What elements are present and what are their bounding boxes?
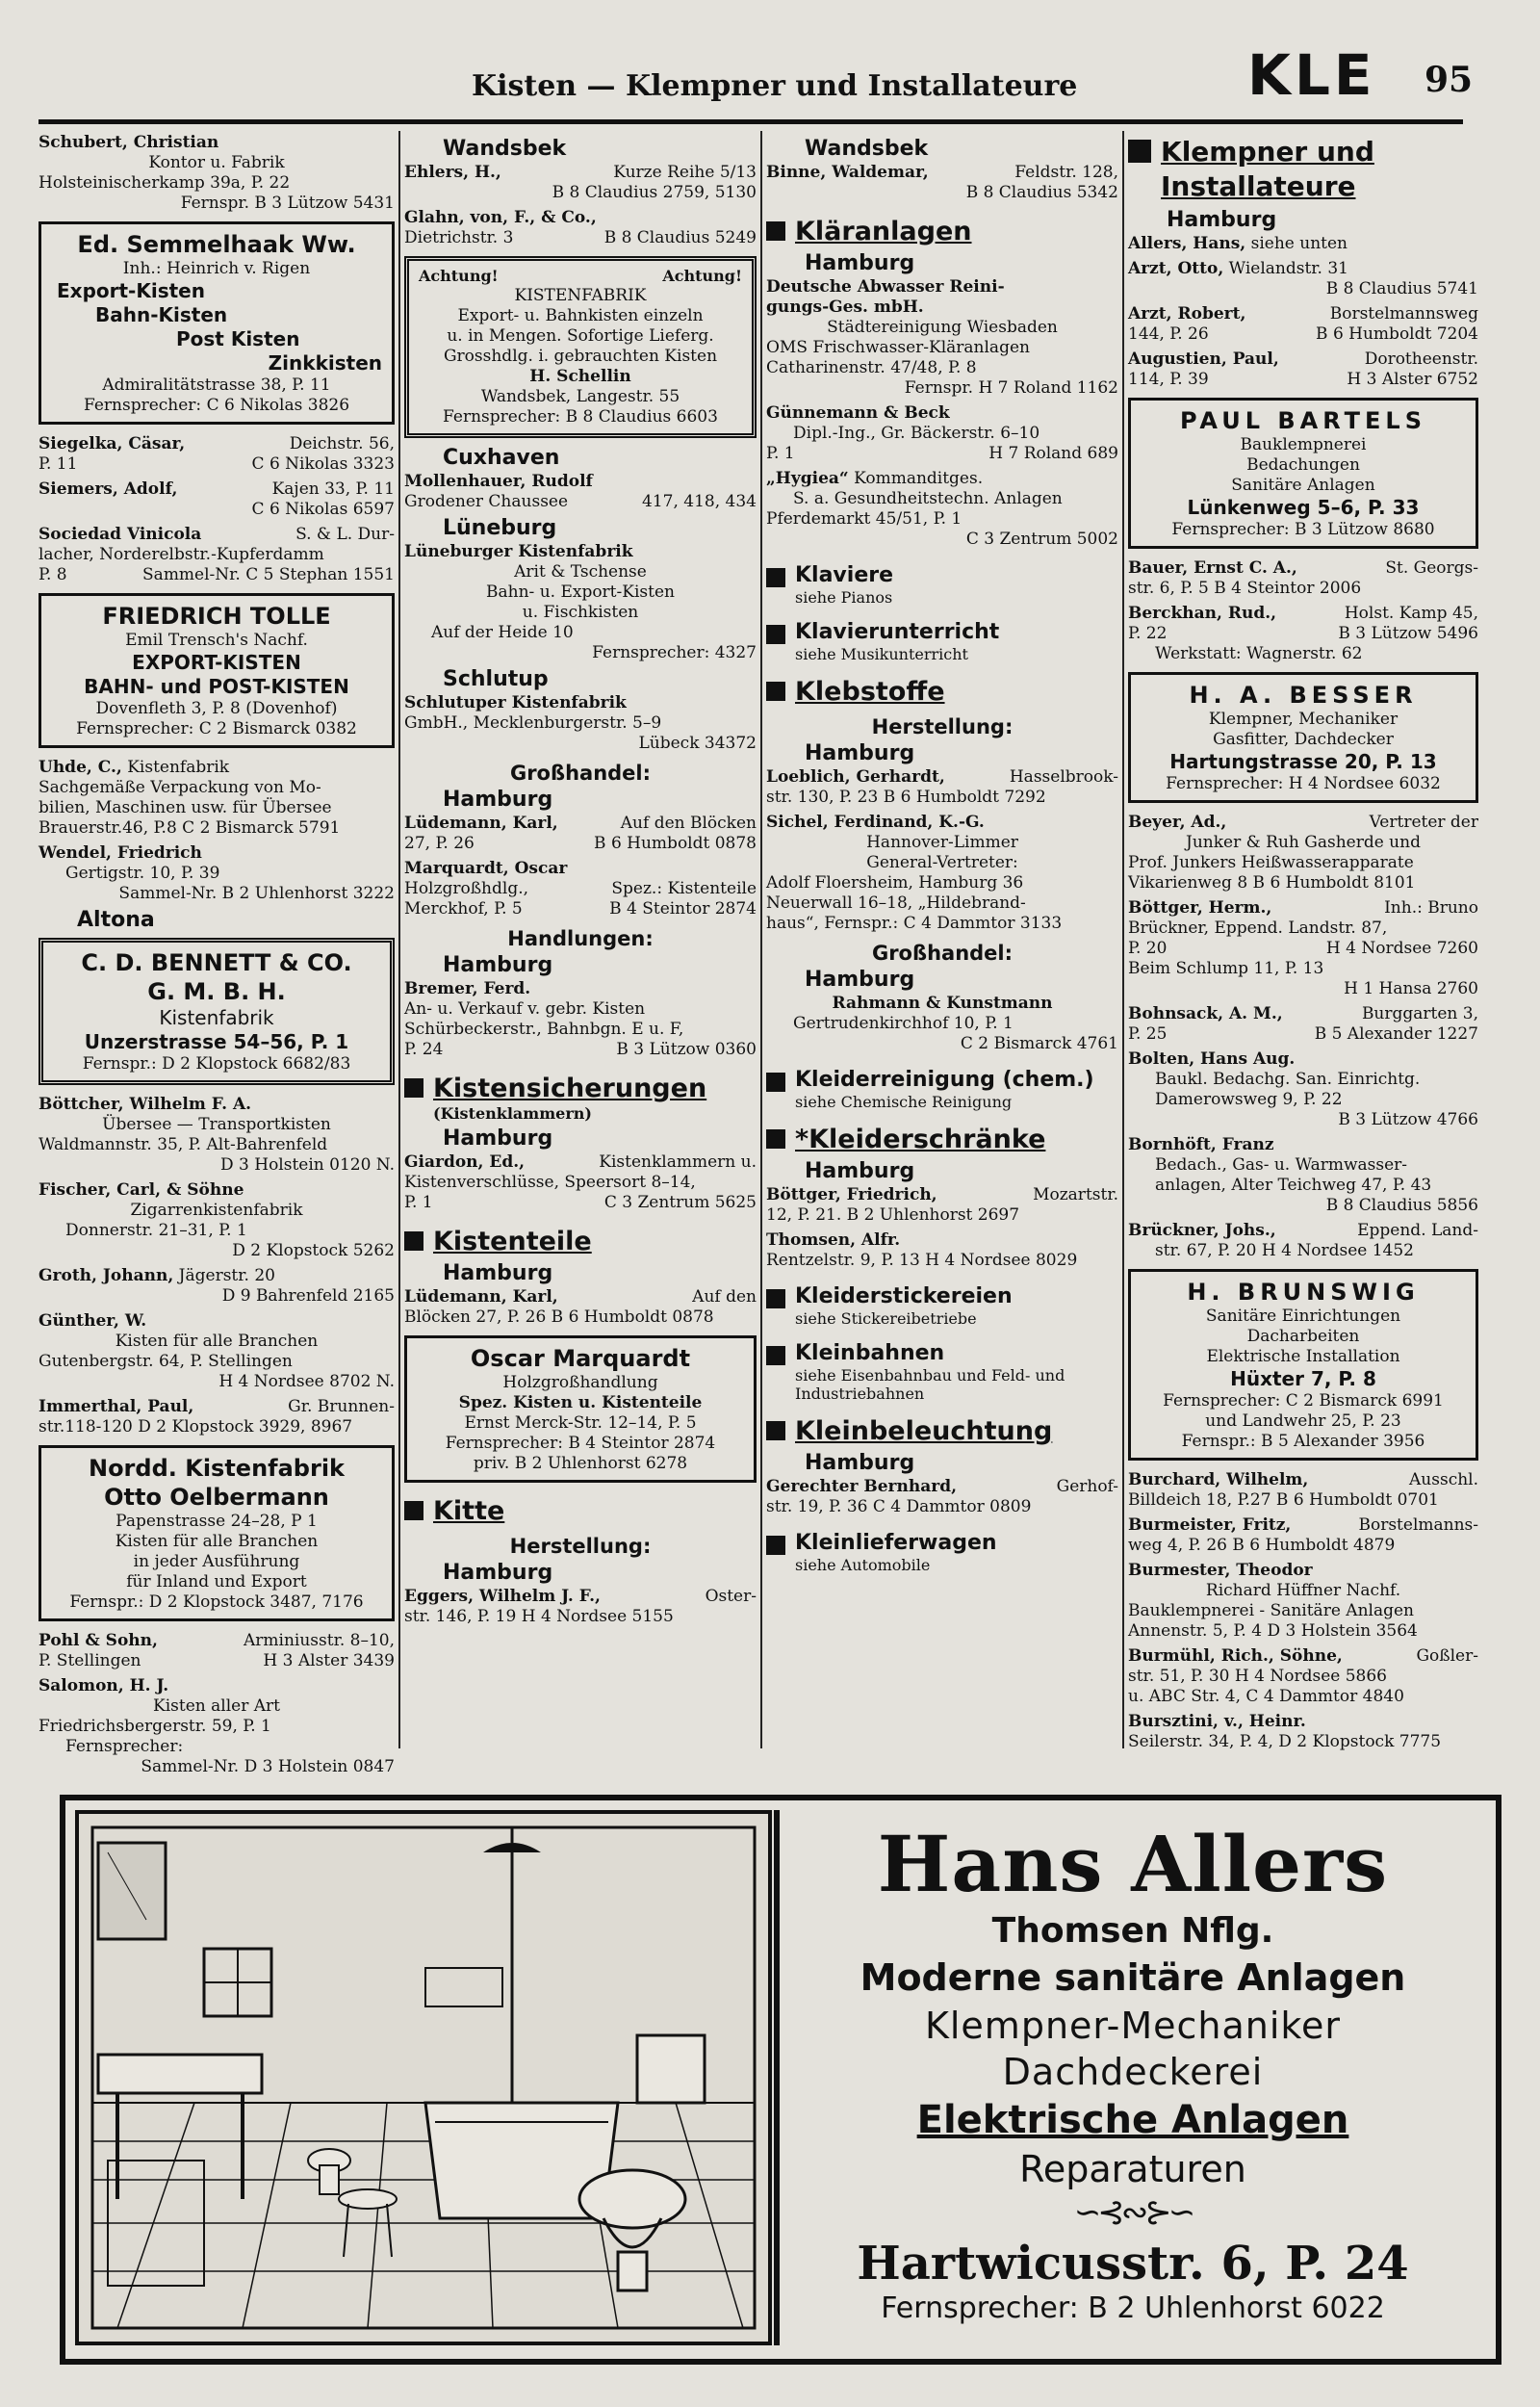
column-2 bbox=[404, 133, 757, 1760]
city-heading: Hamburg bbox=[805, 968, 915, 992]
advert-box-schellin: Achtung! Achtung! KISTENFABRIK Export- u. Bahnkisten einzeln u. in Mengen. Sofortige Lieferg. Grosshdlg. i. gebrauchten Kisten H. Schellin Wandsbek, Langestr. 55 Fernsprecher: B 8 Claudius 6603 bbox=[404, 256, 757, 438]
directory-entry: Sichel, Ferdinand, K.-G. Hannover-Limmer General-Vertreter: Adolf Floersheim, Hamburg 36 Neuerwall 16–18, „Hildebrand- haus“, Fernspr.: C 4 Dammtor 3133 bbox=[766, 813, 1063, 933]
directory-entry: Eggers, Wilhelm J. F., Oster- str. 146, P. 19 H 4 Nordsee 5155 bbox=[404, 1587, 757, 1626]
category-heading: Kleinlieferwagen siehe Automobile bbox=[766, 1531, 1118, 1574]
category-heading: Klavierunterricht siehe Musikunterricht bbox=[766, 620, 1118, 663]
category-heading: Kleiderreinigung (chem.) siehe Chemische Reinigung bbox=[766, 1068, 1118, 1111]
directory-entry: Böttger, Herm., Inh.: Bruno Brückner, Eppend. Landstr. 87, P. 20 H 4 Nordsee 7260 Beim Schlump 11, P. 13 H 1 Hansa 2760 bbox=[1128, 898, 1478, 998]
city-heading: Hamburg bbox=[805, 741, 915, 765]
advert-box-brunswig: H. BRUNSWIG Sanitäre Einrichtungen Dacharbeiten Elektrische Installation Hüxter 7, P. 8 Fernsprecher: C 2 Bismarck 6991 und Landwehr 25, P. 23 Fernspr.: B 5 Alexander 3956 bbox=[1128, 1269, 1478, 1461]
category-heading: Klaviere siehe Pianos bbox=[766, 563, 1118, 607]
category-heading: Kitte bbox=[404, 1496, 757, 1527]
city-heading: Hamburg bbox=[443, 1561, 553, 1585]
directory-entry: Groth, Johann, Jägerstr. 20 D 9 Bahrenfeld 2165 bbox=[38, 1266, 395, 1306]
directory-entry: Fischer, Carl, & Söhne Zigarrenkistenfabrik Donnerstr. 21–31, P. 1 D 2 Klopstock 5262 bbox=[38, 1180, 395, 1260]
square-bullet-icon bbox=[766, 1073, 785, 1092]
section-subheading: Herstellung: bbox=[509, 1535, 652, 1558]
directory-entry: Burmester, Theodor Richard Hüffner Nachf. Bauklempnerei - Sanitäre Anlagen Annenstr. 5, P. 4 D 3 Holstein 3564 bbox=[1128, 1561, 1418, 1641]
directory-entry: Loeblich, Gerhardt, Hasselbrook- str. 130, P. 23 B 6 Humboldt 7292 bbox=[766, 767, 1118, 807]
city-heading: Hamburg bbox=[443, 1261, 553, 1285]
advert-box-bennett: C. D. BENNETT & CO. G. M. B. H. Kistenfabrik Unzerstrasse 54–56, P. 1 Fernspr.: D 2 Klopstock 6682/83 bbox=[38, 938, 395, 1085]
square-bullet-icon bbox=[404, 1078, 424, 1098]
advert-box-besser: H. A. BESSER Klempner, Mechaniker Gasfitter, Dachdecker Hartungstrasse 20, P. 13 Fernsprecher: H 4 Nordsee 6032 bbox=[1128, 672, 1478, 803]
directory-entry: Pohl & Sohn, Arminiusstr. 8–10, P. Stellingen H 3 Alster 3439 bbox=[38, 1631, 395, 1670]
directory-entry: Uhde, C., Kistenfabrik Sachgemäße Verpackung von Mo- bilien, Maschinen usw. für Übersee Brauerstr.46, P.8 C 2 Bismarck 5791 bbox=[38, 758, 341, 838]
directory-entry: Böttger, Friedrich, Mozartstr. 12, P. 21. B 2 Uhlenhorst 2697 bbox=[766, 1185, 1118, 1225]
directory-entry: Bolten, Hans Aug. Baukl. Bedachg. San. Einrichtg. Damerowsweg 9, P. 22 B 3 Lützow 4766 bbox=[1128, 1049, 1478, 1129]
advert-box-marquardt: Oscar Marquardt Holzgroßhandlung Spez. Kisten u. Kistenteile Ernst Merck-Str. 12–14, P. 5 Fernsprecher: B 4 Steintor 2874 priv. B 2 Uhlenhorst 6278 bbox=[404, 1335, 757, 1483]
directory-entry: Böttcher, Wilhelm F. A. Übersee — Transportkisten Waldmannstr. 35, P. Alt-Bahrenfeld D 3 Holstein 0120 N. bbox=[38, 1095, 395, 1175]
directory-entry: Lüdemann, Karl, Auf den Blöcken 27, P. 26 B 6 Humboldt 0878 bbox=[404, 814, 757, 853]
directory-entry: Ehlers, H., Kurze Reihe 5/13 B 8 Claudius 2759, 5130 bbox=[404, 163, 757, 202]
city-heading: Lüneburg bbox=[443, 516, 557, 540]
bathroom-illustration bbox=[75, 1810, 772, 2345]
directory-entry: „Hygiea“ Kommanditges. S. a. Gesundheitstechn. Anlagen Pferdemarkt 45/51, P. 1 C 3 Zentrum 5002 bbox=[766, 469, 1118, 549]
column-divider bbox=[1122, 131, 1124, 1748]
directory-entry: Bohnsack, A. M., Burggarten 3, P. 25 B 5 Alexander 1227 bbox=[1128, 1004, 1478, 1044]
category-heading: Klebstoffe bbox=[766, 677, 1118, 708]
directory-entry: Günther, W. Kisten für alle Branchen Gutenbergstr. 64, P. Stellingen H 4 Nordsee 8702 N. bbox=[38, 1311, 395, 1391]
advertiser-name: Hans Allers bbox=[877, 1819, 1389, 1909]
directory-entry: Berckhan, Rud., Holst. Kamp 45, P. 22 B 3 Lützow 5496 Werkstatt: Wagnerstr. 62 bbox=[1128, 604, 1478, 663]
city-heading: Schlutup bbox=[443, 667, 549, 691]
directory-entry: Lüdemann, Karl, Auf den Blöcken 27, P. 26 B 6 Humboldt 0878 bbox=[404, 1287, 757, 1327]
city-heading: Cuxhaven bbox=[443, 446, 560, 470]
section-subheading: Handlungen: bbox=[507, 927, 654, 950]
city-heading: Hamburg bbox=[1167, 208, 1277, 232]
directory-entry: Beyer, Ad., Vertreter der Junker & Ruh Gasherde und Prof. Junkers Heißwasserapparate Vikarienweg 8 B 6 Humboldt 8101 bbox=[1128, 813, 1478, 893]
square-bullet-icon bbox=[766, 1129, 785, 1149]
directory-entry: Arzt, Robert, Borstelmannsweg 144, P. 26 B 6 Humboldt 7204 bbox=[1128, 304, 1478, 344]
category-heading: *Kleiderschränke bbox=[766, 1125, 1118, 1155]
ornament-icon: ∽⊰∾⊱∽ bbox=[1073, 2193, 1193, 2232]
column-1 bbox=[38, 133, 395, 1776]
square-bullet-icon bbox=[766, 625, 785, 644]
directory-entry: Deutsche Abwasser Reini- gungs-Ges. mbH. Städtereinigung Wiesbaden OMS Frischwasser-Kläranlagen Catharinenstr. 47/48, P. 8 Fernspr. H 7 Roland 1162 bbox=[766, 277, 1118, 398]
square-bullet-icon bbox=[766, 568, 785, 587]
city-heading: Hamburg bbox=[805, 251, 915, 275]
square-bullet-icon bbox=[766, 682, 785, 701]
city-heading: Hamburg bbox=[805, 1159, 915, 1183]
category-heading: Kistensicherungen (Kistenklammern) bbox=[404, 1074, 757, 1123]
column-divider bbox=[760, 131, 762, 1748]
directory-entry: Brückner, Johs., Eppend. Land- str. 67, P. 20 H 4 Nordsee 1452 bbox=[1128, 1221, 1478, 1260]
category-heading: Kläranlagen bbox=[766, 217, 1118, 247]
directory-entry: Lüneburger Kistenfabrik Arit & Tschense Bahn- u. Export-Kisten u. Fischkisten Auf der Heide 10 Fernsprecher: 4327 bbox=[404, 542, 757, 662]
hans-allers-advertisement bbox=[60, 1795, 1502, 2365]
category-heading: Kistenteile bbox=[404, 1227, 757, 1257]
page-header-code: KLE bbox=[1247, 42, 1376, 108]
directory-entry: Glahn, von, F., & Co., Dietrichstr. 3 B 8 Claudius 5249 bbox=[404, 208, 757, 247]
section-subheading: Großhandel: bbox=[509, 762, 652, 785]
directory-entry: Bremer, Ferd. An- u. Verkauf v. gebr. Kisten Schürbeckerstr., Bahnbgn. E u. F, P. 24 B 3 Lützow 0360 bbox=[404, 979, 757, 1059]
city-heading: Hamburg bbox=[805, 1451, 915, 1475]
directory-entry: Binne, Waldemar, Feldstr. 128, B 8 Claudius 5342 bbox=[766, 163, 1118, 202]
header-rule bbox=[38, 119, 1463, 124]
advert-box-semmelhaak: Ed. Semmelhaak Ww. Inh.: Heinrich v. Rigen Export-Kisten Bahn-Kisten Post Kisten Zinkkisten Admiralitätstrasse 38, P. 11 Fernsprecher: C 6 Nikolas 3826 bbox=[38, 221, 395, 425]
advertiser-successor: Thomsen Nflg. bbox=[991, 1911, 1274, 1951]
directory-entry: Salomon, H. J. Kisten aller Art Friedrichsbergerstr. 59, P. 1 Fernsprecher: Sammel-Nr. D 3 Holstein 0847 bbox=[38, 1676, 395, 1776]
advertiser-service: Dachdeckerei bbox=[1002, 2051, 1264, 2093]
directory-entry: Gerechter Bernhard, Gerhof- str. 19, P. 36 C 4 Dammtor 0809 bbox=[766, 1477, 1118, 1516]
square-bullet-icon bbox=[766, 1421, 785, 1440]
directory-entry: Burmühl, Rich., Söhne, Goßler- str. 51, P. 30 H 4 Nordsee 5866 u. ABC Str. 4, C 4 Dammtor 4840 bbox=[1128, 1646, 1478, 1706]
section-subheading: Herstellung: bbox=[871, 715, 1014, 738]
category-heading: Kleinbahnen siehe Eisenbahnbau und Feld- und Industriebahnen bbox=[766, 1341, 1118, 1403]
advertiser-address: Hartwicusstr. 6, P. 24 bbox=[857, 2237, 1409, 2291]
advertiser-service: Elektrische Anlagen bbox=[916, 2098, 1349, 2142]
category-heading: Kleinbeleuchtung bbox=[766, 1416, 1118, 1447]
directory-entry: Bornhöft, Franz Bedach., Gas- u. Warmwasser- anlagen, Alter Teichweg 47, P. 43 B 8 Claudius 5856 bbox=[1128, 1135, 1478, 1215]
advertisement-text bbox=[774, 1810, 1486, 2345]
square-bullet-icon bbox=[404, 1501, 424, 1520]
square-bullet-icon bbox=[766, 1289, 785, 1308]
city-heading: Altona bbox=[77, 908, 155, 932]
advertiser-service: Reparaturen bbox=[1019, 2148, 1246, 2190]
directory-entry: Bursztini, v., Heinr. Seilerstr. 34, P. 4, D 2 Klopstock 7775 bbox=[1128, 1712, 1442, 1751]
directory-entry: Augustien, Paul, Dorotheenstr. 114, P. 39 H 3 Alster 6752 bbox=[1128, 349, 1478, 389]
directory-entry: Günnemann & Beck Dipl.-Ing., Gr. Bäckerstr. 6–10 P. 1 H 7 Roland 689 bbox=[766, 403, 1118, 463]
directory-entry: Bauer, Ernst C. A., St. Georgs- str. 6, P. 5 B 4 Steintor 2006 bbox=[1128, 558, 1478, 598]
square-bullet-icon bbox=[766, 1346, 785, 1365]
directory-entry: Thomsen, Alfr. Rentzelstr. 9, P. 13 H 4 Nordsee 8029 bbox=[766, 1230, 1078, 1270]
directory-entry: Wendel, Friedrich Gertigstr. 10, P. 39 Sammel-Nr. B 2 Uhlenhorst 3222 bbox=[38, 843, 395, 903]
square-bullet-icon bbox=[1128, 140, 1151, 163]
advertiser-service: Klempner-Mechaniker bbox=[924, 2005, 1342, 2047]
city-heading: Hamburg bbox=[443, 1126, 553, 1151]
city-heading: Wandsbek bbox=[805, 137, 929, 161]
advertiser-slogan: Moderne sanitäre Anlagen bbox=[860, 1956, 1406, 1999]
directory-entry: Allers, Hans, siehe unten bbox=[1128, 234, 1348, 253]
advert-box-oelbermann: Nordd. Kistenfabrik Otto Oelbermann Papenstrasse 24–28, P 1 Kisten für alle Branchen in jeder Ausführung für Inland und Export Fernspr.: D 2 Klopstock 3487, 7176 bbox=[38, 1445, 395, 1621]
directory-entry: Immerthal, Paul, Gr. Brunnen- str.118-120 D 2 Klopstock 3929, 8967 bbox=[38, 1397, 395, 1436]
directory-entry: Burmeister, Fritz, Borstelmanns- weg 4, P. 26 B 6 Humboldt 4879 bbox=[1128, 1515, 1478, 1555]
directory-entry: Rahmann & Kunstmann Gertrudenkirchhof 10, P. 1 C 2 Bismarck 4761 bbox=[793, 994, 1118, 1053]
square-bullet-icon bbox=[404, 1231, 424, 1251]
advert-box-tolle: FRIEDRICH TOLLE Emil Trensch's Nachf. EXPORT-KISTEN BAHN- und POST-KISTEN Dovenfleth 3, P. 8 (Dovenhof) Fernsprecher: C 2 Bismarck 0382 bbox=[38, 593, 395, 748]
directory-entry: Schlutuper Kistenfabrik GmbH., Mecklenburgerstr. 5–9 Lübeck 34372 bbox=[404, 693, 757, 753]
directory-entry: Siegelka, Cäsar, Deichstr. 56, P. 11 C 6 Nikolas 3323 bbox=[38, 434, 395, 474]
advertiser-phone: Fernsprecher: B 2 Uhlenhorst 6022 bbox=[881, 2291, 1385, 2325]
square-bullet-icon bbox=[766, 1536, 785, 1555]
page-header-title: Kisten — Klempner und Installateure bbox=[472, 69, 1078, 103]
directory-entry: Marquardt, Oscar Holzgroßhdlg., Spez.: Kistenteile Merckhof, P. 5 B 4 Steintor 2874 bbox=[404, 859, 757, 919]
directory-entry: Siemers, Adolf, Kajen 33, P. 11 C 6 Nikolas 6597 bbox=[38, 479, 395, 519]
column-4 bbox=[1128, 133, 1478, 1760]
column-divider bbox=[398, 131, 400, 1748]
directory-entry: Mollenhauer, Rudolf Grodener Chaussee 417, 418, 434 bbox=[404, 472, 757, 511]
category-heading: Kleiderstickereien siehe Stickereibetriebe bbox=[766, 1284, 1118, 1328]
section-subheading: Großhandel: bbox=[871, 942, 1014, 965]
city-heading: Hamburg bbox=[443, 953, 553, 977]
city-heading: Hamburg bbox=[443, 788, 553, 812]
directory-entry: Giardon, Ed., Kistenklammern u. Kistenverschlüsse, Speersort 8–14, P. 1 C 3 Zentrum 5625 bbox=[404, 1152, 757, 1212]
column-3 bbox=[766, 133, 1118, 1760]
page-number: 95 bbox=[1424, 60, 1474, 100]
directory-entry: Arzt, Otto, Wielandstr. 31 B 8 Claudius 5741 bbox=[1128, 259, 1478, 298]
city-heading: Wandsbek bbox=[443, 137, 567, 161]
category-heading: Klempner und Installateure bbox=[1128, 135, 1478, 204]
square-bullet-icon bbox=[766, 221, 785, 241]
directory-entry: Sociedad Vinicola S. & L. Dur- lacher, Norderelbstr.-Kupferdamm P. 8 Sammel-Nr. C 5 Stephan 1551 bbox=[38, 525, 395, 584]
bathroom-illustration-icon bbox=[79, 1814, 768, 2342]
directory-entry: Burchard, Wilhelm, Ausschl. Billdeich 18, P.27 B 6 Humboldt 0701 bbox=[1128, 1470, 1478, 1510]
advert-box-bartels: PAUL BARTELS Bauklempnerei Bedachungen Sanitäre Anlagen Lünkenweg 5–6, P. 33 Fernsprecher: B 3 Lützow 8680 bbox=[1128, 398, 1478, 549]
directory-entry: Schubert, Christian Kontor u. Fabrik Holsteinischerkamp 39a, P. 22 Fernspr. B 3 Lützow 5431 bbox=[38, 133, 395, 213]
